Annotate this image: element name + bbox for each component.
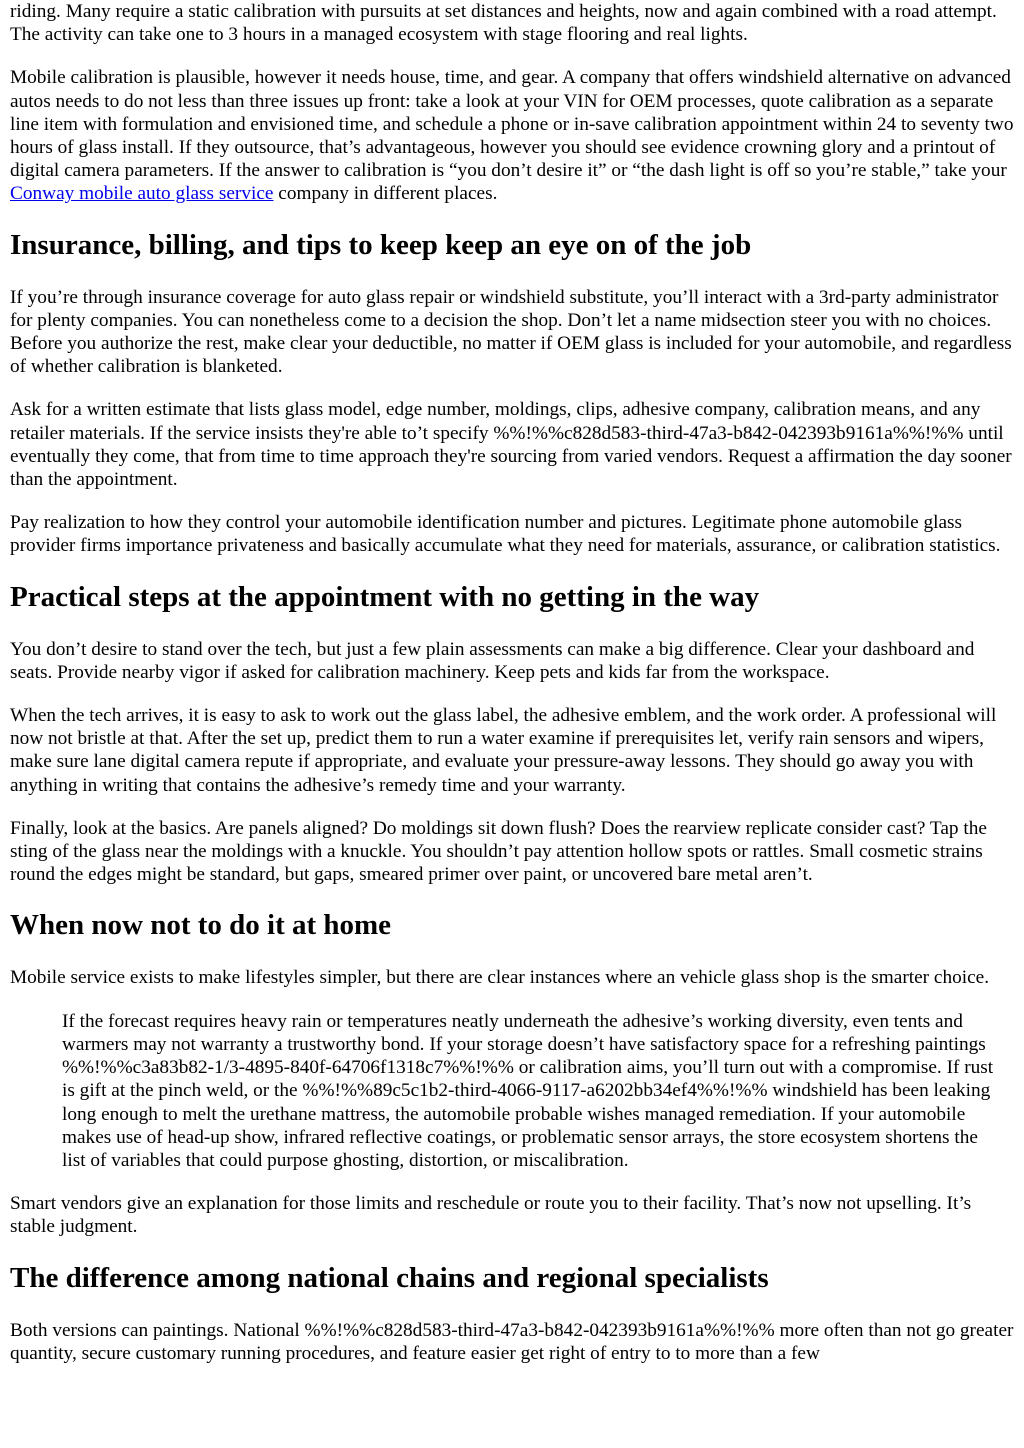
paragraph-text: Mobile calibration is plausible, however it needs house, time, and gear. A company that offers windshield alternative on advanced autos needs to do not less than three issues up front: take a look at your VIN for OEM processes, quote calibration as a separate line item with formulation and envisioned time, and schedule a phone or in-save calibration appointment within 24 to seventy two hours of glass install. If they outsource, that’s advantageous, however you should see evidence crowning glory and a printout of digital camera parameters. If the answer to calibration is “you don’t desire it” or “the dash light is off so you’re stable,” take your xyxy=(10,67,1014,182)
paragraph: Mobile service exists to make lifestyles simpler, but there are clear instances where an vehicle glass shop is the smarter choice. xyxy=(10,967,990,989)
paragraph: Finally, look at the basics. Are panels aligned? Do moldings sit down flush? Does the rearview replicate consider cast? Tap the sting of the glass near the moldings with a knuckle. You shouldn’t pay attention hollow spots or rattles. Small cosmetic strains round the edges might be standard, but gaps, smeared primer over paint, or uncovered bare metal aren’t. xyxy=(10,817,987,886)
paragraph-text: company in different places. xyxy=(273,183,498,205)
heading-chains-vs-specialists: The difference among national chains and regional specialists xyxy=(10,1261,769,1294)
paragraph: You don’t desire to stand over the tech, but just a few plain assessments can make a big difference. Clear your dashboard and seats. Provide nearby vigor if asked for calibration machinery. Keep pets and kids far from the workspace. xyxy=(10,638,975,683)
conway-mobile-auto-glass-link[interactable]: Conway mobile auto glass service xyxy=(10,183,274,205)
paragraph xyxy=(10,66,1016,205)
paragraph: If you’re through insurance coverage for auto glass repair or windshield substitute, you’ll interact with a 3rd-party administrator for plenty companies. You can nonetheless come to a decision the shop. Don’t let a name midsection steer you with no choices. Before you authorize the rest, make clear your deductible, no matter if OEM glass is included for your automobile, and regardless of whether calibration is blanketed. xyxy=(10,286,1012,378)
paragraph: Ask for a written estimate that lists glass model, edge number, moldings, clips, adhesive company, calibration means, and any retailer materials. If the service insists they're able to’t specify %%!%%c828d583-third-47a3-b842-042393b9161a%%!%% until eventually they come, that from time to time approach they're sourcing from varied vendors. Request a affirmation the day sooner than the appointment. xyxy=(10,399,1012,491)
paragraph: When the tech arrives, it is easy to ask to work out the glass label, the adhesive emblem, and the work order. A professional will now not bristle at that. After the set up, predict them to run a water examine if prerequisites let, verify rain sensors and wipers, make sure lane digital camera repute if appropriate, and evaluate your pressure-away lessons. They should go away you with anything in writing that contains the adhesive’s remedy time and your warranty. xyxy=(10,705,997,796)
paragraph: Pay realization to how they control your automobile identification number and pictures. Legitimate phone automobile glass provider firms importance privateness and basically accumulate what they need for materials, assurance, or calibration statistics. xyxy=(10,512,1001,557)
paragraph: Both versions can paintings. National %%!%%c828d583-third-47a3-b842-042393b9161a%%!%% more often than not go greater quantity, secure customary running procedures, and feature easier get right of entry to to more than a few xyxy=(10,1319,1014,1364)
heading-practical-steps: Practical steps at the appointment with no getting in the way xyxy=(10,580,760,613)
heading-insurance: Insurance, billing, and tips to keep keep an eye on of the job xyxy=(10,228,752,261)
blockquote xyxy=(62,1010,1004,1172)
paragraph: riding. Many require a static calibration with pursuits at set distances and heights, now and again combined with a road attempt. The activity can take one to 3 hours in a managed ecosystem with stage flooring and real lights. xyxy=(10,1,997,46)
paragraph: Smart vendors give an explanation for those limits and reschedule or route you to their facility. That’s now not upselling. It’s stable judgment. xyxy=(10,1193,972,1238)
heading-when-not-at-home: When now not to do it at home xyxy=(10,909,392,942)
quote-text: If the forecast requires heavy rain or temperatures neatly underneath the adhesive’s working diversity, even tents and warmers may not warranty a trustworthy bond. If your storage doesn’t have satisfactory space for a refreshing paintings %%!%%c3a83b82-1/3-4895-840f-64706f1318c7%%!%% or calibration aims, you’ll turn out with a compromise. If rust is gift at the pinch weld, or the %%!%%89c5c1b2-third-4066-9117-a6202bb34ef4%%!%% windshield has been leaking long enough to melt the urethane mattress, the automobile probable wishes managed remediation. If your automobile makes use of head-up show, infrared reflective coatings, or problematic sensor arrays, the store ecosystem shortens the list of variables that could purpose ghosting, distortion, or miscalibration. xyxy=(62,1010,994,1171)
